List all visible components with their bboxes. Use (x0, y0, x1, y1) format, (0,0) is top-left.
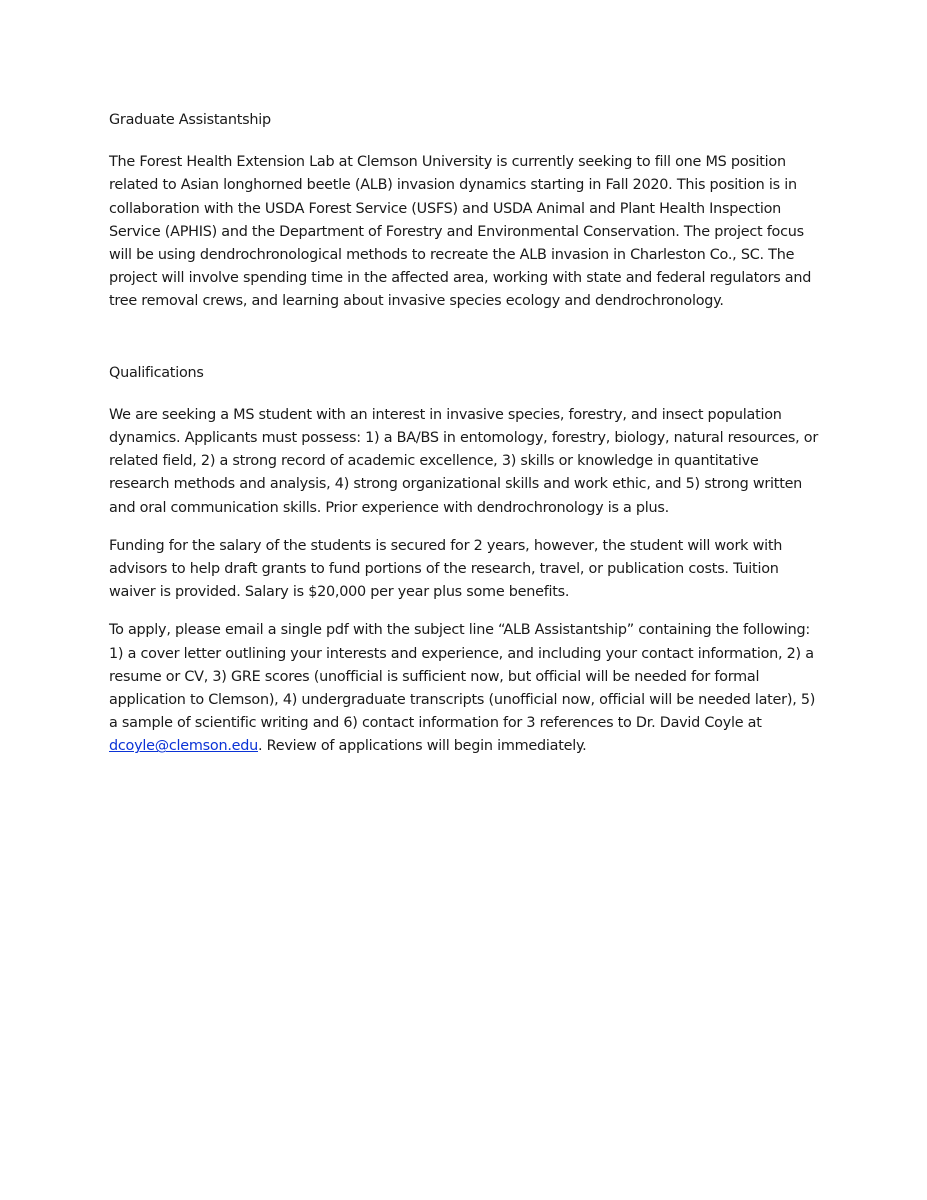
contact-email-link[interactable]: dcoyle@clemson.edu (109, 738, 258, 755)
application-text-before-email: To apply, please email a single pdf with the subject line “ALB Assistantship” containing the following: 1) a cover letter outlining your interests and experience, and including your contact information, 2) a resume or CV, 3) GRE scores (unofficial is sufficient now, but official will be needed for formal application to Clemson), 4) undergraduate transcripts (unofficial now, official will be needed later), 5) a sample of scientific writing and 6) contact information for 3 references to Dr. David Coyle at (109, 622, 816, 732)
application-instructions-paragraph (109, 619, 821, 758)
section-heading-qualifications: Qualifications (109, 364, 204, 381)
funding-paragraph: Funding for the salary of the students is secured for 2 years, however, the student will work with advisors to help draft grants to fund portions of the research, travel, or publication costs. Tuition waiver is provided. Salary is $20,000 per year plus some benefits. (109, 537, 783, 601)
document-body (109, 109, 821, 774)
application-text-after-email: . Review of applications will begin immediately. (258, 738, 587, 755)
qualifications-paragraph: We are seeking a MS student with an interest in invasive species, forestry, and insect population dynamics. Applicants must possess: 1) a BA/BS in entomology, forestry, biology, natural resources, or related field, 2) a strong record of academic excellence, 3) skills or knowledge in quantitative research methods and analysis, 4) strong organizational skills and work ethic, and 5) strong written and oral communication skills. Prior experience with dendrochronology is a plus. (109, 406, 819, 516)
position-description-paragraph: The Forest Health Extension Lab at Clemson University is currently seeking to fill one MS position related to Asian longhorned beetle (ALB) invasion dynamics starting in Fall 2020. This position is in collaboration with the USDA Forest Service (USFS) and USDA Animal and Plant Health Inspection Service (APHIS) and the Department of Forestry and Environmental Conservation. The project focus will be using dendrochronological methods to recreate the ALB invasion in Charleston Co., SC. The project will involve spending time in the affected area, working with state and federal regulators and tree removal crews, and learning about invasive species ecology and dendrochronology. (109, 154, 812, 310)
section-heading-graduate-assistantship: Graduate Assistantship (109, 112, 271, 128)
